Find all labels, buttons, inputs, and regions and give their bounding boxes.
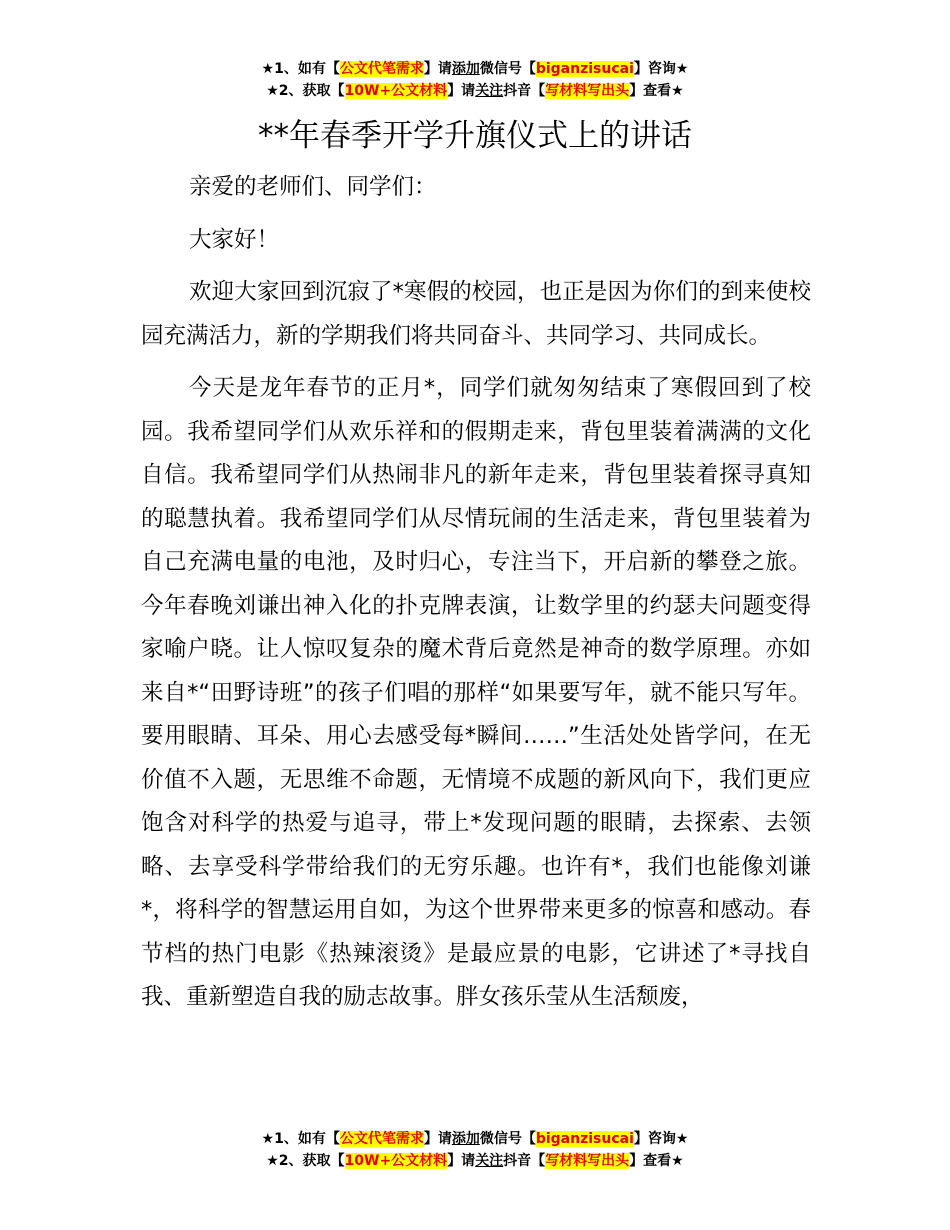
banner-text: 】请: [447, 1153, 476, 1169]
underlined-text: 关注: [475, 83, 504, 99]
banner-text: 】查看★: [629, 1153, 684, 1169]
banner-line-2: [0, 1150, 950, 1172]
banner-text: 】请: [423, 1131, 452, 1147]
banner-line-1: [0, 58, 950, 80]
document-body: [141, 166, 811, 1020]
banner-text: 】查看★: [629, 83, 684, 99]
highlight-text: biganzisucai: [535, 1131, 634, 1147]
banner-text: 】咨询★: [633, 1131, 689, 1147]
footer-banner: [0, 1128, 950, 1172]
banner-text: 抖音【: [503, 83, 546, 99]
highlight-text: 10W+公文材料: [344, 83, 448, 99]
greeting: 大家好！: [189, 226, 280, 253]
banner-text: 微信号【: [479, 61, 536, 77]
underlined-text: 添加: [451, 61, 480, 77]
highlight-text: 写材料写出头: [545, 1153, 630, 1169]
highlight-text: 10W+公文材料: [344, 1153, 448, 1169]
paragraph: 今天是龙年春节的正月*，同学们就匆匆结束了寒假回到了校园。我希望同学们从欢乐祥和的假期走来，背包里装着满满的文化自信。我希望同学们从热闹非凡的新年走来，背包里装着探寻真知的聪慧执着。我希望同学们从尽情玩闹的生活走来，背包里装着为自己充满电量的电池，及时归心，专注当下，开启新的攀登之旅。今年春晚刘谦出神入化的扑克牌表演，让数学里的约瑟夫问题变得家喻户晓。让人惊叹复杂的魔术背后竟然是神奇的数学原理。亦如来自*“田野诗班”的孩子们唱的那样“如果要写年，就不能只写年。要用眼睛、耳朵、用心去感受每*瞬间……”生活处处皆学问，在无价值不入题，无思维不命题，无情境不成题的新风向下，我们更应饱含对科学的热爱与追寻，带上*发现问题的眼睛，去探索、去领略、去享受科学带给我们的无穷乐趣。也许有*，我们也能像刘谦*，将科学的智慧运用自如，为这个世界带来更多的惊喜和感动。春节档的热门电影《热辣滚烫》是最应景的电影，它讲述了*寻找自我、重新塑造自我的励志故事。胖女孩乐莹从生活颓废，: [141, 375, 811, 1010]
header-banner: [0, 58, 950, 102]
banner-text: 】咨询★: [633, 61, 689, 77]
banner-text: ★2、获取【: [266, 1153, 345, 1169]
highlight-text: 公文代笔需求: [339, 1131, 424, 1147]
salutation: 亲爱的老师们、同学们：: [189, 174, 437, 200]
banner-text: ★2、获取【: [266, 83, 345, 99]
highlight-text: 公文代笔需求: [339, 61, 424, 77]
underlined-text: 添加: [451, 1131, 480, 1147]
banner-text: 抖音【: [503, 1153, 546, 1169]
underlined-text: 关注: [475, 1153, 504, 1169]
paragraph: 欢迎大家回到沉寂了*寒假的校园，也正是因为你们的到来使校园充满活力，新的学期我们将共同奋斗、共同学习、共同成长。: [141, 279, 811, 349]
banner-text: ★1、如有【: [261, 61, 340, 77]
highlight-text: 写材料写出头: [545, 83, 630, 99]
document-title: **年春季开学升旗仪式上的讲话: [258, 118, 692, 154]
banner-text: 】请: [447, 83, 476, 99]
banner-text: 】请: [423, 61, 452, 77]
banner-text: ★1、如有【: [261, 1131, 340, 1147]
banner-text: 微信号【: [479, 1131, 536, 1147]
banner-line-1: [0, 1128, 950, 1150]
highlight-text: biganzisucai: [535, 61, 634, 77]
banner-line-2: [0, 80, 950, 102]
